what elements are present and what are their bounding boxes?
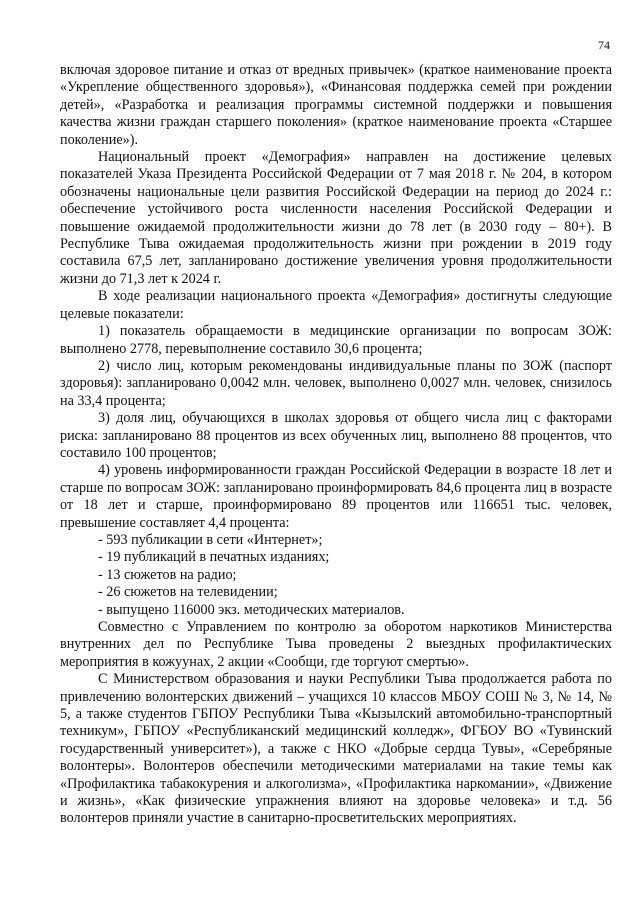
publication-list xyxy=(60,532,612,619)
paragraph-joint-events: Совместно с Управлением по контролю за оборотом наркотиков Министерства внутренних дел по Республике Тыва проведены 2 выездных профилактических мероприятия в кожуунах, 2 акции «Сообщи, где торгуют смертью». xyxy=(60,619,612,670)
indicator-item-1: 1) показатель обращаемости в медицинские организации по вопросам ЗОЖ: выполнено 2778, перевыполнение составило 30,6 процента; xyxy=(60,323,612,357)
list-item: - 593 публикации в сети «Интернет»; xyxy=(98,531,323,548)
list-item: - выпущено 116000 экз. методических материалов. xyxy=(98,601,405,618)
indicator-item-3: 3) доля лиц, обучающихся в школах здоровья от общего числа лиц с факторами риска: запланировано 88 процентов из всех обученных лиц, выполнено 88 процентов, что составило 100 процентов; xyxy=(60,410,612,461)
paragraph-continuation: включая здоровое питание и отказ от вредных привычек» (краткое наименование проекта «Укрепление общественного здоровья»), «Финансовая поддержка семей при рождении детей», «Разработка и реализация программы системной поддержки и повышения качества жизни граждан старшего поколения» (краткое наименование проекта «Старшее поколение»). xyxy=(60,62,612,148)
document-body xyxy=(60,62,612,828)
list-item: - 19 публикаций в печатных изданиях; xyxy=(98,549,330,566)
page-number: 74 xyxy=(598,38,610,52)
list-item: - 13 сюжетов на радио; xyxy=(98,566,237,583)
list-item: - 26 сюжетов на телевидении; xyxy=(98,584,278,601)
paragraph-volunteers: С Министерством образования и науки Республики Тыва продолжается работа по привлечению волонтерских движений – учащихся 10 классов МБОУ СОШ № 3, № 14, № 5, а также студентов ГБПОУ Республики Тыва «Кызылский автомобильно-транспортный техникум», ГБПОУ «Республиканский медицинский колледж», ФГБОУ ВО «Тувинский государственный университет»), а также с НКО «Добрые сердца Тувы», «Серебряные волонтеры». Волонтеров обеспечили методическими материалами на такие темы как «Профилактика табакокурения и алкоголизма», «Профилактика наркомании», «Движение и жизнь», «Как физические упражнения влияют на здоровье человека» и т.д. 56 волонтеров приняли участие в санитарно-просветительских мероприятиях. xyxy=(60,671,612,827)
indicator-item-2: 2) число лиц, которым рекомендованы индивидуальные планы по ЗОЖ (паспорт здоровья): запланировано 0,0042 млн. человек, выполнено 0,0027 млн. человек, снизилось на 33,4 процента; xyxy=(60,357,612,409)
paragraph-demography-goals: Национальный проект «Демография» направлен на достижение целевых показателей Указа Президента Российской Федерации от 7 мая 2018 г. № 204, в котором обозначены национальные цели развития Российской Федерации на период до 2024 г.: обеспечение устойчивого роста численности населения Российской Федерации и повышение ожидаемой продолжительности жизни до 78 лет (в 2030 году – 80+). В Республике Тыва ожидаемая продолжительность жизни при рождении в 2019 году составила 67,5 лет, запланировано достижение увеличения уровня продолжительности жизни до 71,3 лет к 2024 г. xyxy=(60,149,612,287)
indicator-item-4: 4) уровень информированности граждан Российской Федерации в возрасте 18 лет и старше по вопросам ЗОЖ: запланировано проинформировать 84,6 процента лиц в возрасте от 18 лет и старше, проинформировано 89 процентов или 116651 тыс. человек, превышение составляет 4,4 процента: xyxy=(60,462,612,531)
paragraph-achieved-indicators: В ходе реализации национального проекта «Демография» достигнуты следующие целевые показатели: xyxy=(60,288,612,322)
